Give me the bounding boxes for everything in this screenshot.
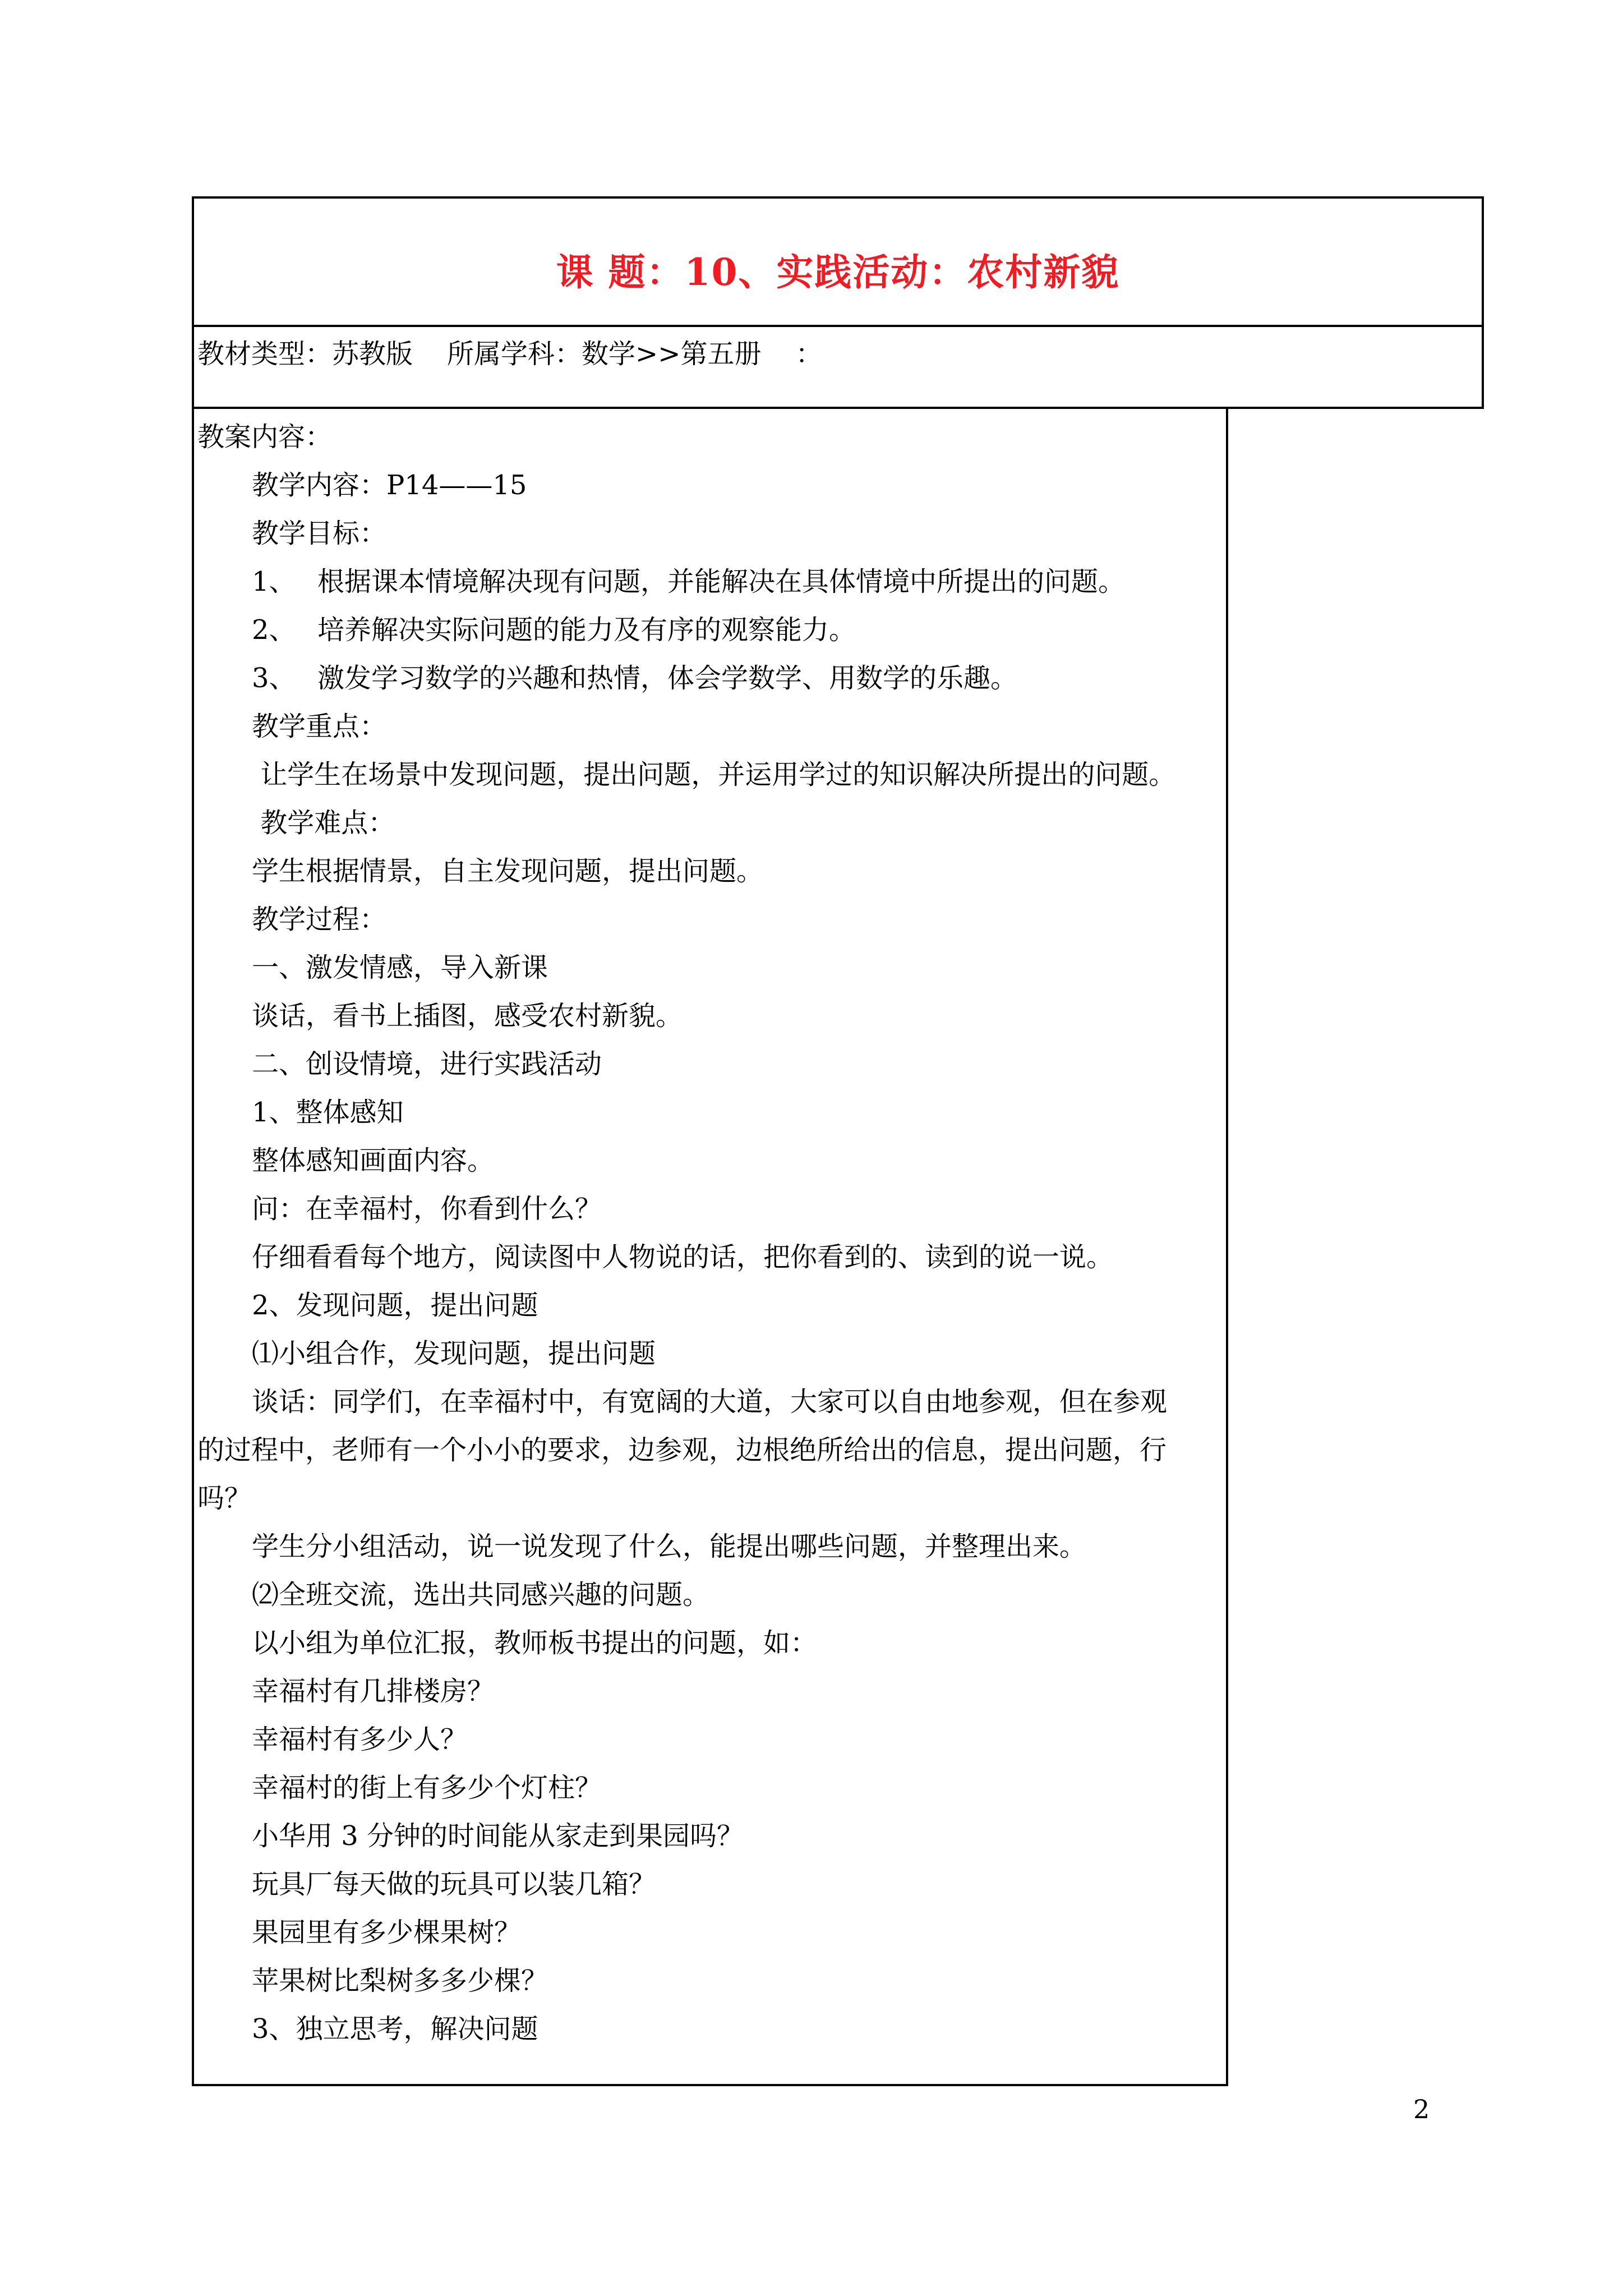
part1-heading: 一、激发情感，导入新课 — [252, 952, 548, 983]
goal-item — [252, 613, 856, 647]
group-activity: 学生分小组活动，说一说发现了什么，能提出哪些问题，并整理出来。 — [252, 1531, 1087, 1562]
goal-number: 1、 — [252, 566, 296, 597]
question-item: 幸福村有几排楼房？ — [252, 1676, 495, 1707]
goal-text: 根据课本情境解决现有问题，并能解决在具体情境中所提出的问题。 — [317, 566, 1126, 597]
question-item: 小华用 3 分钟的时间能从家走到果园吗？ — [252, 1820, 744, 1852]
goal-item — [252, 565, 1125, 599]
talk-line: 谈话：同学们，在幸福村中，有宽阔的大道，大家可以自由地参观，但在参观 — [252, 1386, 1168, 1418]
question-item: 果园里有多少棵果树？ — [252, 1917, 522, 1948]
talk-line: 的过程中，老师有一个小小的要求，边参观，边根绝所给出的信息，提出问题，行 — [197, 1434, 1167, 1466]
goals-heading: 教学目标： — [252, 518, 387, 549]
difficulty-heading: 教学难点： — [252, 807, 395, 839]
process-heading: 教学过程： — [252, 904, 387, 935]
step1-text: 整体感知画面内容。 — [252, 1145, 495, 1176]
goal-number: 3、 — [252, 662, 296, 694]
lesson-title: 课 题：10、实践活动：农村新貌 — [556, 250, 1120, 294]
part2-heading: 二、创设情境，进行实践活动 — [252, 1048, 602, 1080]
content-heading: 教案内容： — [197, 421, 333, 453]
step1-heading: 1、整体感知 — [252, 1097, 404, 1128]
group-heading: ⑴小组合作，发现问题，提出问题 — [252, 1338, 656, 1369]
goal-text: 培养解决实际问题的能力及有序的观察能力。 — [317, 614, 856, 646]
step3-heading: 3、独立思考，解决问题 — [252, 2013, 538, 2045]
question-item: 幸福村的街上有多少个灯柱？ — [252, 1772, 602, 1803]
meta-info: 教材类型：苏教版 所属学科：数学>>第五册 ： — [197, 338, 823, 370]
step2-heading: 2、发现问题，提出问题 — [252, 1290, 538, 1321]
step1-question: 问：在幸福村，你看到什么？ — [252, 1193, 602, 1225]
key-text: 让学生在场景中发现问题，提出问题，并运用学过的知识解决所提出的问题。 — [252, 759, 1176, 790]
difficulty-text: 学生根据情景，自主发现问题，提出问题。 — [252, 855, 764, 887]
question-item: 苹果树比梨树多多少棵？ — [252, 1965, 548, 1996]
goal-number: 2、 — [252, 614, 296, 646]
report-text: 以小组为单位汇报，教师板书提出的问题，如： — [252, 1627, 818, 1659]
page-number: 2 — [1413, 2094, 1430, 2124]
content-cell — [192, 407, 1228, 2086]
key-heading: 教学重点： — [252, 711, 387, 742]
goal-text: 激发学习数学的兴趣和热情，体会学数学、用数学的乐趣。 — [317, 662, 1018, 694]
goal-item — [252, 661, 1017, 695]
question-item: 幸福村有多少人？ — [252, 1724, 468, 1755]
meta-cell — [192, 325, 1484, 409]
question-item: 玩具厂每天做的玩具可以装几箱？ — [252, 1869, 656, 1900]
teaching-content: 教学内容：P14——15 — [252, 470, 527, 501]
title-cell — [192, 196, 1484, 327]
talk-line: 吗？ — [197, 1483, 252, 1514]
class-heading: ⑵全班交流，选出共同感兴趣的问题。 — [252, 1579, 710, 1611]
step1-instruction: 仔细看看每个地方，阅读图中人物说的话，把你看到的、读到的说一说。 — [252, 1241, 1114, 1273]
part1-text: 谈话，看书上插图，感受农村新貌。 — [252, 1000, 683, 1032]
